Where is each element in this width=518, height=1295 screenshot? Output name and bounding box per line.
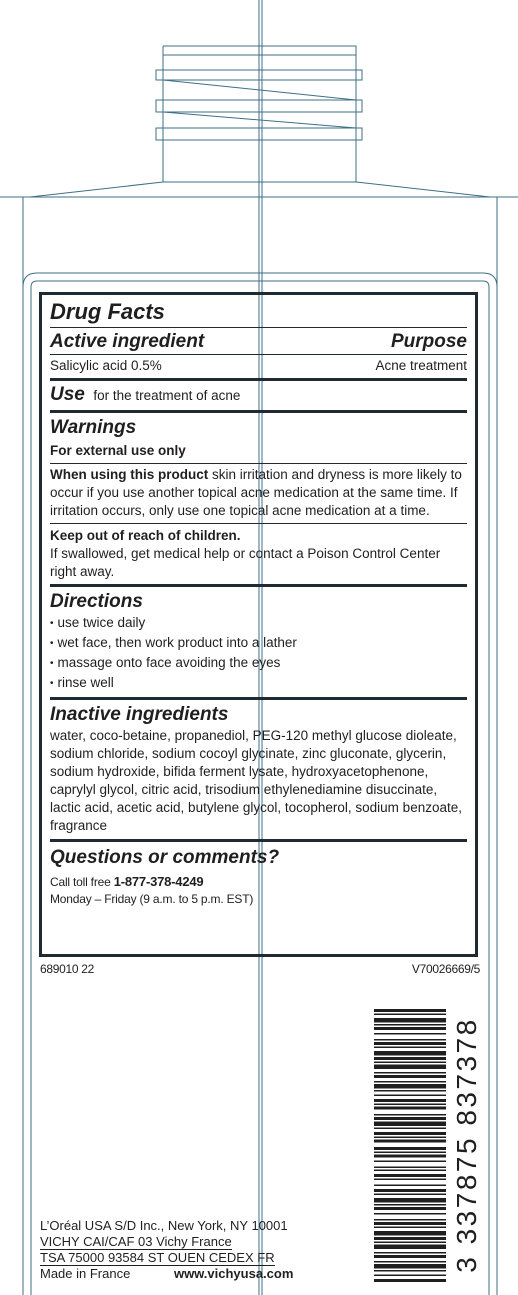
barcode-bar <box>374 1207 446 1210</box>
barcode-bar <box>374 1213 446 1215</box>
barcode-bar <box>374 1018 446 1023</box>
barcode-bar <box>374 1185 446 1187</box>
barcode-bar <box>374 1204 446 1206</box>
active-ingredient-heading: Active ingredient <box>50 331 205 352</box>
barcode-bar <box>374 1189 446 1192</box>
directions-section <box>50 587 467 700</box>
keep-out-text: Keep out of reach of children. <box>50 528 241 543</box>
barcode-bar <box>374 1167 446 1169</box>
company-line-3: TSA 75000 93584 ST OUEN CEDEX FR <box>40 1250 275 1265</box>
list-item: • use twice daily <box>50 614 467 634</box>
barcode-bar <box>374 1042 446 1045</box>
barcode-bar <box>374 1245 446 1250</box>
barcode-bar <box>374 1152 446 1154</box>
when-using-lead: When using this product <box>50 467 209 482</box>
use-heading: Use <box>50 384 85 405</box>
barcode-bar <box>374 1014 446 1016</box>
lot-code-left: 689010 22 <box>40 962 95 976</box>
phone-number: 1-877-378-4249 <box>113 874 204 889</box>
barcode-bar <box>374 1047 446 1049</box>
barcode-bar <box>374 1024 446 1026</box>
company-line-2: VICHY CAI/CAF 03 Vichy France <box>40 1234 232 1249</box>
barcode-number: 3 337875 837378 <box>451 1017 482 1273</box>
children-warning <box>50 523 467 584</box>
when-using-text: skin irritation and dryness is more likely to occur if you use another topical acne medication at the same time. If irritation occurs, only use one topical acne medication at a time. <box>50 467 462 518</box>
barcode-bar <box>374 1107 446 1110</box>
warnings-heading: Warnings <box>50 417 137 438</box>
barcode-bar <box>374 1264 446 1269</box>
company-info <box>40 1218 293 1282</box>
warnings-section <box>50 413 467 587</box>
barcode-bar <box>374 1161 446 1163</box>
barcode-bar <box>374 1252 446 1254</box>
when-using-warning <box>50 463 467 523</box>
barcode-bar <box>374 1275 446 1277</box>
barcode-bar <box>374 1128 446 1130</box>
barcode-bar <box>374 1222 446 1225</box>
barcode-bar <box>374 1179 446 1181</box>
external-use-warning: For external use only <box>50 443 186 458</box>
swallowed-text: If swallowed, get medical help or contact a Poison Control Center right away. <box>50 546 441 579</box>
barcode-bar <box>374 1170 446 1172</box>
purpose-heading: Purpose <box>390 331 467 352</box>
barcode-bar <box>374 1242 446 1244</box>
barcode-bar <box>374 1132 446 1135</box>
company-line-1: L’Oréal USA S/D Inc., New York, NY 10001 <box>40 1218 288 1233</box>
barcode-bar <box>374 1122 446 1127</box>
drug-facts-title: Drug Facts <box>50 299 165 324</box>
call-prefix: Call toll free <box>50 875 114 889</box>
drug-facts-panel <box>39 292 478 957</box>
questions-heading: Questions or comments? <box>50 847 280 868</box>
barcode-bar <box>374 1237 446 1240</box>
purpose-value: Acne treatment <box>375 358 467 373</box>
barcode-bar <box>374 1231 446 1236</box>
barcode-bar <box>374 1140 446 1143</box>
barcode-bar <box>374 1261 446 1263</box>
barcode-bar <box>374 1270 446 1272</box>
directions-heading: Directions <box>50 591 143 612</box>
barcode-bar <box>374 1279 446 1282</box>
barcode-bar <box>374 1198 446 1203</box>
active-ingredient-value: Salicylic acid 0.5% <box>50 358 162 373</box>
barcode-bar <box>374 1090 446 1092</box>
hours-line: Monday – Friday (9 a.m. to 5 p.m. EST) <box>50 892 254 906</box>
barcode-bar <box>374 1147 446 1150</box>
barcode-bar <box>374 1039 446 1041</box>
list-item: • wet face, then work product into a lather <box>50 634 467 654</box>
barcode-bar <box>374 1114 446 1116</box>
active-ingredient-section <box>50 297 467 381</box>
barcode-bar <box>374 1194 446 1196</box>
barcode-bar <box>374 1227 446 1229</box>
lot-code-right: V70026669/5 <box>411 962 480 976</box>
barcode-bar <box>374 1051 446 1056</box>
barcode-bar <box>374 1072 446 1074</box>
list-item: • massage onto face avoiding the eyes <box>50 654 467 674</box>
barcode-bar <box>374 1057 446 1060</box>
inactive-ingredients-section <box>50 700 467 842</box>
website-link[interactable]: www.vichyusa.com <box>173 1266 294 1281</box>
barcode-bar <box>374 1137 446 1139</box>
barcode-bar <box>374 1084 446 1089</box>
barcode-bar <box>374 1174 446 1177</box>
barcode-bar <box>374 1033 446 1035</box>
barcode-bar <box>374 1117 446 1120</box>
use-text: for the treatment of acne <box>93 388 241 403</box>
barcode-bar <box>374 1062 446 1064</box>
barcode-bar <box>374 1099 446 1102</box>
use-section <box>50 381 467 413</box>
barcode-bar <box>374 1095 446 1097</box>
inactive-ingredients-heading: Inactive ingredients <box>50 704 229 725</box>
barcode-bar <box>374 1075 446 1078</box>
barcode-bar <box>374 1104 446 1106</box>
barcode-bar <box>374 1155 446 1158</box>
barcode-bar <box>374 1009 446 1012</box>
phone-line <box>50 873 467 891</box>
inactive-ingredients-text: water, coco-betaine, propanediol, PEG-120 methyl glucose dioleate, sodium chloride, sodium cocoyl glycinate, zinc gluconate, glycerin, sodium hydroxide, bifida ferment lysate, hydroxyacetophenone, caprylyl glycol, citric acid, trisodium ethylenediamine disuccinate, lactic acid, acetic acid, butylene glycol, tocopherol, sodium benzoate, fragrance <box>50 728 462 833</box>
barcode-number-wrap <box>447 1005 487 1285</box>
directions-list <box>50 614 467 697</box>
barcode-bar <box>374 1255 446 1258</box>
barcode-bar <box>374 1081 446 1083</box>
questions-section <box>50 842 467 908</box>
list-item: • rinse well <box>50 674 467 694</box>
made-in-text: Made in France <box>40 1266 131 1281</box>
barcode-bar <box>374 1065 446 1070</box>
barcode-bar <box>374 1219 446 1221</box>
barcode-bar <box>374 1027 446 1030</box>
